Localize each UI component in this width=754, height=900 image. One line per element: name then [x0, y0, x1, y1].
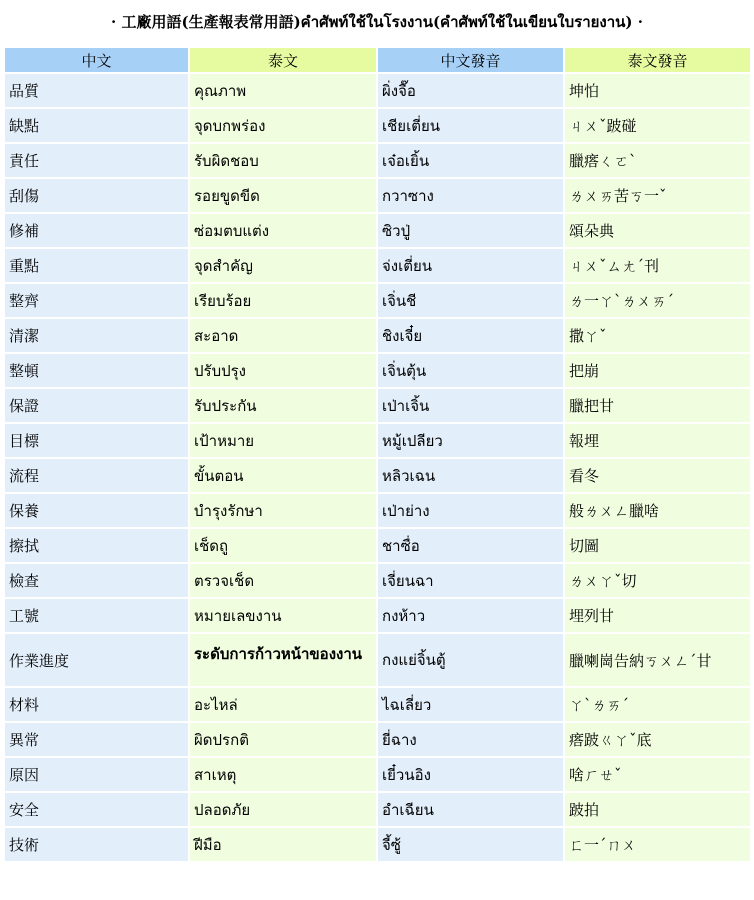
cell-chinese-pronunciation: ซิวปู่ [378, 214, 563, 247]
cell-chinese-pronunciation: ผิ่งจื๊อ [378, 74, 563, 107]
cell-thai-pronunciation: 頌朵典 [565, 214, 750, 247]
cell-chinese: 修補 [5, 214, 188, 247]
header-chinese-pronunciation: 中文發音 [378, 48, 563, 72]
cell-thai: ปลอดภัย [190, 793, 376, 826]
cell-thai: หมายเลขงาน [190, 599, 376, 632]
table-row [5, 529, 750, 562]
table-row [5, 459, 750, 492]
cell-thai-pronunciation: 報埋 [565, 424, 750, 457]
table-row [5, 249, 750, 282]
cell-chinese: 檢查 [5, 564, 188, 597]
table-row [5, 389, 750, 422]
cell-thai: รับประกัน [190, 389, 376, 422]
cell-chinese: 品質 [5, 74, 188, 107]
table-row [5, 828, 750, 861]
cell-thai: ตรวจเช็ด [190, 564, 376, 597]
cell-chinese-pronunciation: จ่งเตี่ยน [378, 249, 563, 282]
cell-thai: บำรุงรักษา [190, 494, 376, 527]
header-chinese: 中文 [5, 48, 188, 72]
cell-thai-pronunciation: 臘喇崗告納ㄎㄨㄥˊ甘 [565, 634, 750, 686]
cell-thai: จุดสำคัญ [190, 249, 376, 282]
cell-thai-pronunciation: 把崩 [565, 354, 750, 387]
cell-thai-pronunciation: ㄐㄨˇ跛碰 [565, 109, 750, 142]
cell-thai-pronunciation: 跛拍 [565, 793, 750, 826]
table-row [5, 723, 750, 756]
cell-chinese: 工號 [5, 599, 188, 632]
header-thai: 泰文 [190, 48, 376, 72]
cell-thai: คุณภาพ [190, 74, 376, 107]
table-row [5, 144, 750, 177]
cell-chinese-pronunciation: เจ๋อเยิ้น [378, 144, 563, 177]
cell-thai: รับผิดชอบ [190, 144, 376, 177]
cell-chinese-pronunciation: เจิ่นตุ้น [378, 354, 563, 387]
cell-thai-pronunciation: 臘把甘 [565, 389, 750, 422]
cell-chinese: 流程 [5, 459, 188, 492]
cell-chinese-pronunciation: ชาซื่อ [378, 529, 563, 562]
cell-thai: ระดับการก้าวหน้าของงาน [190, 634, 376, 686]
cell-thai-pronunciation: 臘瘩ㄑㄛˋ [565, 144, 750, 177]
cell-thai-pronunciation: 撒ㄚˇ [565, 319, 750, 352]
table-row [5, 688, 750, 721]
cell-chinese: 整頓 [5, 354, 188, 387]
table-row [5, 758, 750, 791]
cell-thai-pronunciation: 埋列甘 [565, 599, 750, 632]
cell-chinese: 刮傷 [5, 179, 188, 212]
table-row [5, 354, 750, 387]
cell-chinese-pronunciation: เป่าย่าง [378, 494, 563, 527]
table-row [5, 634, 750, 686]
cell-chinese-pronunciation: ไฉเลี่ยว [378, 688, 563, 721]
cell-chinese: 安全 [5, 793, 188, 826]
cell-thai-pronunciation: ㄚˋㄌㄞˊ [565, 688, 750, 721]
cell-thai: สาเหตุ [190, 758, 376, 791]
cell-chinese-pronunciation: ยี่ฉาง [378, 723, 563, 756]
table-row [5, 74, 750, 107]
cell-chinese: 技術 [5, 828, 188, 861]
table-row [5, 424, 750, 457]
cell-thai-pronunciation: 啥ㄏㄝˇ [565, 758, 750, 791]
cell-thai: สะอาด [190, 319, 376, 352]
vocabulary-table [3, 46, 752, 863]
cell-chinese-pronunciation: หมู้เปลียว [378, 424, 563, 457]
table-row [5, 494, 750, 527]
cell-thai-pronunciation: ㄌㄨㄚˇ切 [565, 564, 750, 597]
cell-thai-pronunciation: 切圖 [565, 529, 750, 562]
cell-thai-pronunciation: ㄌㄨㄞ苦ㄎ一ˇ [565, 179, 750, 212]
cell-chinese-pronunciation: เจี่ยนฉา [378, 564, 563, 597]
cell-chinese: 目標 [5, 424, 188, 457]
table-row [5, 214, 750, 247]
cell-chinese: 缺點 [5, 109, 188, 142]
cell-chinese: 責任 [5, 144, 188, 177]
cell-thai: เช็ดถู [190, 529, 376, 562]
cell-thai-pronunciation: ㄐㄨˇㄙㄤˊ刊 [565, 249, 750, 282]
cell-thai-pronunciation: 瘩跛ㄍㄚˇ底 [565, 723, 750, 756]
cell-chinese: 作業進度 [5, 634, 188, 686]
table-row [5, 564, 750, 597]
page-title: · 工廠用語(生產報表常用語)คำศัพท์ใช้ในโรงงาน(คำศัพท์ใช้ในเขียนใบรายงาน) · [111, 13, 643, 31]
cell-chinese-pronunciation: หลิวเฉน [378, 459, 563, 492]
table-row [5, 319, 750, 352]
cell-chinese-pronunciation: กงห้าว [378, 599, 563, 632]
cell-chinese: 保養 [5, 494, 188, 527]
table-header-row [5, 48, 750, 72]
cell-thai: จุดบกพร่อง [190, 109, 376, 142]
cell-chinese: 原因 [5, 758, 188, 791]
cell-thai: รอยขูดขีด [190, 179, 376, 212]
cell-chinese-pronunciation: ชิงเจี๋ย [378, 319, 563, 352]
cell-thai: ขั้นตอน [190, 459, 376, 492]
header-thai-pronunciation: 泰文發音 [565, 48, 750, 72]
table-body [5, 74, 750, 861]
cell-thai: ผิดปรกติ [190, 723, 376, 756]
cell-chinese-pronunciation: เป่าเจิ้น [378, 389, 563, 422]
cell-thai-pronunciation: 般ㄌㄨㄥ臘啥 [565, 494, 750, 527]
table-row [5, 284, 750, 317]
cell-thai-pronunciation: ㄈ一ˊㄇㄨ [565, 828, 750, 861]
cell-thai: ฝีมือ [190, 828, 376, 861]
cell-chinese-pronunciation: จี้ซู้ [378, 828, 563, 861]
cell-thai: ปรับปรุง [190, 354, 376, 387]
cell-chinese-pronunciation: อำเฉียน [378, 793, 563, 826]
cell-chinese: 清潔 [5, 319, 188, 352]
cell-chinese-pronunciation: เยี๋วนอิง [378, 758, 563, 791]
cell-chinese: 保證 [5, 389, 188, 422]
cell-chinese: 重點 [5, 249, 188, 282]
cell-chinese-pronunciation: กงแย่จิ้นตู้ [378, 634, 563, 686]
cell-thai: ซ่อมตบแต่ง [190, 214, 376, 247]
cell-thai: เป้าหมาย [190, 424, 376, 457]
table-row [5, 793, 750, 826]
cell-chinese-pronunciation: เชียเตี่ยน [378, 109, 563, 142]
cell-thai-pronunciation: 看冬 [565, 459, 750, 492]
cell-thai: อะไหล่ [190, 688, 376, 721]
cell-thai-pronunciation: ㄌ一ㄚˋㄌㄨㄞˊ [565, 284, 750, 317]
table-row [5, 179, 750, 212]
cell-thai: เรียบร้อย [190, 284, 376, 317]
cell-chinese: 擦拭 [5, 529, 188, 562]
cell-thai-pronunciation: 坤怕 [565, 74, 750, 107]
cell-chinese: 材料 [5, 688, 188, 721]
table-row [5, 599, 750, 632]
cell-chinese-pronunciation: เจิ่นชี [378, 284, 563, 317]
cell-chinese: 整齊 [5, 284, 188, 317]
cell-chinese: 異常 [5, 723, 188, 756]
table-row [5, 109, 750, 142]
cell-chinese-pronunciation: กวาซาง [378, 179, 563, 212]
